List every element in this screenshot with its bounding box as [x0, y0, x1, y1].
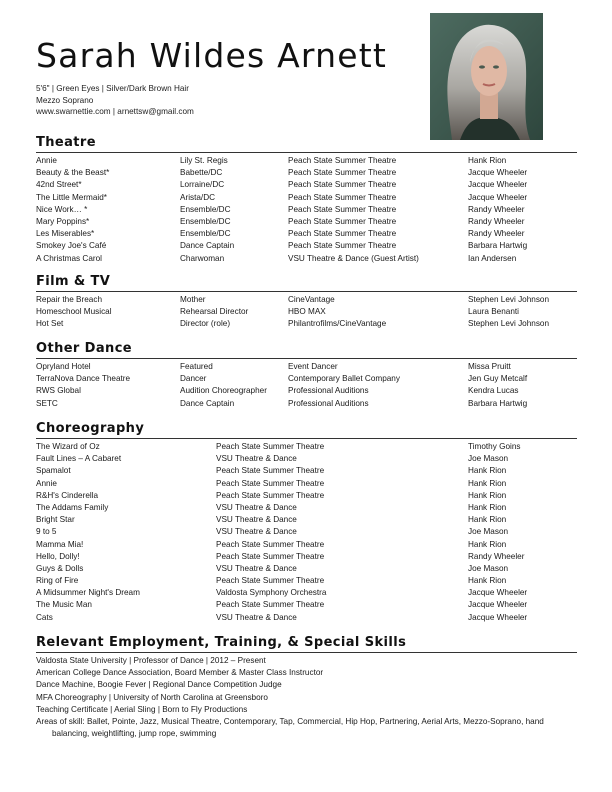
- table-cell: Beauty & the Beast*: [36, 168, 110, 178]
- table-cell: Peach State Summer Theatre: [288, 241, 397, 251]
- table-cell: Cats: [36, 612, 53, 622]
- table-cell: CineVantage: [288, 295, 335, 304]
- table-cell: Guys & Dolls: [36, 563, 84, 573]
- table-cell: Lily St. Regis: [180, 156, 228, 165]
- table-row: [36, 192, 577, 204]
- table-cell: Ensemble/DC: [180, 229, 231, 239]
- table-cell: Hank Rion: [468, 539, 507, 549]
- table-cell: Lorraine/DC: [180, 180, 225, 190]
- table-cell: Peach State Summer Theatre: [288, 216, 397, 226]
- table-cell: Fault Lines – A Cabaret: [36, 454, 122, 464]
- table-cell: Joe Mason: [468, 454, 509, 464]
- table-cell: VSU Theatre & Dance: [216, 612, 297, 622]
- table-cell: Peach State Summer Theatre: [288, 192, 397, 202]
- table-cell: Mother: [180, 295, 206, 304]
- table-cell: Jen Guy Metcalf: [468, 374, 528, 384]
- table-cell: Peach State Summer Theatre: [288, 204, 397, 214]
- section-rule: [36, 438, 577, 439]
- table-row: [36, 478, 577, 490]
- table-row: [36, 306, 577, 318]
- film-tv-section: [36, 274, 577, 331]
- table-cell: Hank Rion: [468, 515, 507, 525]
- theatre-list: [36, 155, 577, 265]
- table-cell: Rehearsal Director: [180, 307, 249, 317]
- table-cell: The Addams Family: [36, 502, 109, 512]
- table-row: [36, 539, 577, 551]
- table-cell: Stephen Levi Johnson: [468, 319, 550, 329]
- table-cell: Charwoman: [180, 253, 225, 263]
- table-cell: Annie: [36, 156, 57, 165]
- table-cell: Peach State Summer Theatre: [216, 442, 325, 451]
- table-cell: Mamma Mia!: [36, 539, 84, 549]
- table-cell: Peach State Summer Theatre: [216, 576, 325, 586]
- table-cell: Stephen Levi Johnson: [468, 295, 550, 304]
- choreography-section: [36, 421, 577, 624]
- section-rule: [36, 358, 577, 359]
- table-cell: Dance Captain: [180, 398, 235, 408]
- table-cell: Jacque Wheeler: [468, 180, 528, 190]
- table-cell: 9 to 5: [36, 527, 57, 537]
- table-row: [36, 453, 577, 465]
- table-cell: The Music Man: [36, 600, 92, 610]
- table-cell: Randy Wheeler: [468, 229, 525, 239]
- list-item: Dance Machine, Boogie Fever | Regional Dance Competition Judge: [36, 680, 282, 690]
- table-row: [36, 398, 577, 410]
- table-row: [36, 155, 577, 167]
- table-cell: Smokey Joe's Café: [36, 241, 107, 251]
- voice-type: Mezzo Soprano: [36, 95, 94, 105]
- table-cell: Hank Rion: [468, 478, 507, 488]
- film-list: [36, 294, 577, 331]
- table-cell: Philantrofilms/CineVantage: [288, 319, 387, 329]
- table-cell: A Midsummer Night's Dream: [36, 588, 140, 598]
- table-cell: Hank Rion: [468, 576, 507, 586]
- table-cell: Homeschool Musical: [36, 307, 112, 317]
- table-cell: Peach State Summer Theatre: [288, 156, 397, 165]
- table-cell: Les Miserables*: [36, 229, 95, 239]
- table-cell: Jacque Wheeler: [468, 588, 528, 598]
- table-row: [36, 612, 577, 624]
- table-row: [36, 502, 577, 514]
- table-cell: Randy Wheeler: [468, 216, 525, 226]
- table-cell: HBO MAX: [288, 307, 326, 317]
- table-cell: VSU Theatre & Dance: [216, 563, 297, 573]
- table-cell: Hank Rion: [468, 490, 507, 500]
- table-row: [36, 228, 577, 240]
- table-row: [36, 294, 577, 306]
- table-cell: Kendra Lucas: [468, 386, 519, 396]
- table-cell: Peach State Summer Theatre: [288, 229, 397, 239]
- table-cell: Timothy Goins: [468, 442, 521, 451]
- list-item: Valdosta State University | Professor of Dance | 2012 – Present: [36, 656, 266, 665]
- table-cell: Peach State Summer Theatre: [216, 466, 325, 476]
- table-cell: Professional Auditions: [288, 398, 369, 408]
- table-cell: Ian Andersen: [468, 253, 517, 263]
- table-row: [36, 318, 577, 330]
- table-row: [36, 216, 577, 228]
- table-cell: Arista/DC: [180, 192, 216, 202]
- table-cell: Peach State Summer Theatre: [216, 600, 325, 610]
- list-item: American College Dance Association, Board Member & Master Class Instructor: [36, 668, 324, 678]
- skills-list: [36, 655, 577, 740]
- table-cell: Opryland Hotel: [36, 362, 91, 371]
- areas-of-skill: Areas of skill: Ballet, Pointe, Jazz, Musical Theatre, Contemporary, Tap, Commercial, Hip Hop, Partnering, Aerial Arts, Mezzo-Soprano, hand balancing, weightlifting, jump rope, swimming: [36, 717, 544, 739]
- table-cell: Peach State Summer Theatre: [288, 168, 397, 178]
- table-cell: Hank Rion: [468, 156, 507, 165]
- table-row: [36, 385, 577, 397]
- skills-section: [36, 635, 577, 740]
- table-row: [36, 373, 577, 385]
- table-cell: Contemporary Ballet Company: [288, 374, 400, 384]
- table-cell: Annie: [36, 478, 57, 488]
- choreography-list: [36, 441, 577, 624]
- table-cell: Randy Wheeler: [468, 551, 525, 561]
- table-cell: Featured: [180, 362, 213, 371]
- dance-list: [36, 361, 577, 410]
- table-cell: Dancer: [180, 374, 207, 384]
- table-cell: Laura Benanti: [468, 307, 519, 317]
- section-rule: [36, 652, 577, 653]
- table-row: [36, 563, 577, 575]
- table-cell: VSU Theatre & Dance: [216, 454, 297, 464]
- table-cell: Peach State Summer Theatre: [216, 551, 325, 561]
- table-row: [36, 441, 577, 453]
- applicant-name: Sarah Wildes Arnett: [36, 36, 387, 75]
- table-cell: Joe Mason: [468, 563, 509, 573]
- headshot-photo: [430, 13, 543, 140]
- table-cell: RWS Global: [36, 386, 81, 396]
- table-row: [36, 575, 577, 587]
- table-cell: VSU Theatre & Dance: [216, 502, 297, 512]
- table-row: [36, 361, 577, 373]
- table-cell: Peach State Summer Theatre: [216, 478, 325, 488]
- table-cell: Peach State Summer Theatre: [216, 539, 325, 549]
- table-cell: Valdosta Symphony Orchestra: [216, 588, 327, 598]
- table-cell: Nice Work… *: [36, 204, 88, 214]
- table-cell: TerraNova Dance Theatre: [36, 374, 131, 384]
- section-title-other-dance: Other Dance: [36, 341, 133, 356]
- table-cell: Bright Star: [36, 515, 75, 525]
- table-cell: Jacque Wheeler: [468, 600, 528, 610]
- table-cell: Hank Rion: [468, 502, 507, 512]
- table-cell: The Wizard of Oz: [36, 442, 100, 451]
- table-row: [36, 514, 577, 526]
- table-cell: Ensemble/DC: [180, 216, 231, 226]
- table-cell: Repair the Breach: [36, 295, 102, 304]
- table-cell: Peach State Summer Theatre: [288, 180, 397, 190]
- section-title-film-tv: Film & TV: [36, 274, 111, 289]
- table-cell: VSU Theatre & Dance: [216, 527, 297, 537]
- table-cell: Jacque Wheeler: [468, 168, 528, 178]
- other-dance-section: [36, 341, 577, 410]
- table-row: [36, 465, 577, 477]
- contact-block: [36, 83, 194, 118]
- website-email: www.swarnettie.com | arnettsw@gmail.com: [36, 107, 194, 116]
- table-cell: Babette/DC: [180, 168, 223, 178]
- table-cell: 42nd Street*: [36, 180, 82, 190]
- table-row: [36, 526, 577, 538]
- table-row: [36, 204, 577, 216]
- list-item: MFA Choreography | University of North Carolina at Greensboro: [36, 692, 268, 702]
- physical-stats: 5'6" | Green Eyes | Silver/Dark Brown Hair: [36, 84, 189, 93]
- table-cell: Ensemble/DC: [180, 204, 231, 214]
- table-cell: SETC: [36, 398, 58, 408]
- theatre-section: [36, 135, 577, 265]
- table-cell: Peach State Summer Theatre: [216, 490, 325, 500]
- table-cell: Joe Mason: [468, 527, 509, 537]
- table-cell: Mary Poppins*: [36, 216, 90, 226]
- section-title-skills: Relevant Employment, Training, & Special Skills: [36, 635, 407, 650]
- section-title-choreography: Choreography: [36, 421, 145, 436]
- table-cell: Missa Pruitt: [468, 362, 511, 371]
- table-cell: The Little Mermaid*: [36, 192, 107, 202]
- table-cell: Hot Set: [36, 319, 64, 329]
- table-cell: Jacque Wheeler: [468, 192, 528, 202]
- table-cell: Audition Choreographer: [180, 386, 267, 396]
- table-row: [36, 587, 577, 599]
- table-row: [36, 179, 577, 191]
- list-item: Teaching Certificate | Aerial Sling | Born to Fly Productions: [36, 704, 248, 714]
- table-cell: Spamalot: [36, 466, 71, 476]
- table-cell: Ring of Fire: [36, 576, 79, 586]
- table-cell: Jacque Wheeler: [468, 612, 528, 622]
- section-rule: [36, 152, 577, 153]
- section-rule: [36, 291, 577, 292]
- table-cell: Professional Auditions: [288, 386, 369, 396]
- section-title-theatre: Theatre: [36, 135, 96, 150]
- table-row: [36, 490, 577, 502]
- table-row: [36, 240, 577, 252]
- table-cell: Hank Rion: [468, 466, 507, 476]
- table-row: [36, 253, 577, 265]
- table-cell: Hello, Dolly!: [36, 551, 80, 561]
- table-cell: A Christmas Carol: [36, 253, 102, 263]
- table-cell: R&H's Cinderella: [36, 490, 99, 500]
- table-row: [36, 599, 577, 611]
- table-cell: Event Dancer: [288, 362, 338, 371]
- table-cell: Randy Wheeler: [468, 204, 525, 214]
- table-cell: Director (role): [180, 319, 231, 329]
- table-cell: Dance Captain: [180, 241, 235, 251]
- table-cell: Barbara Hartwig: [468, 241, 528, 251]
- table-cell: VSU Theatre & Dance (Guest Artist): [288, 253, 419, 263]
- table-row: [36, 167, 577, 179]
- table-cell: Barbara Hartwig: [468, 398, 528, 408]
- table-row: [36, 551, 577, 563]
- table-cell: VSU Theatre & Dance: [216, 515, 297, 525]
